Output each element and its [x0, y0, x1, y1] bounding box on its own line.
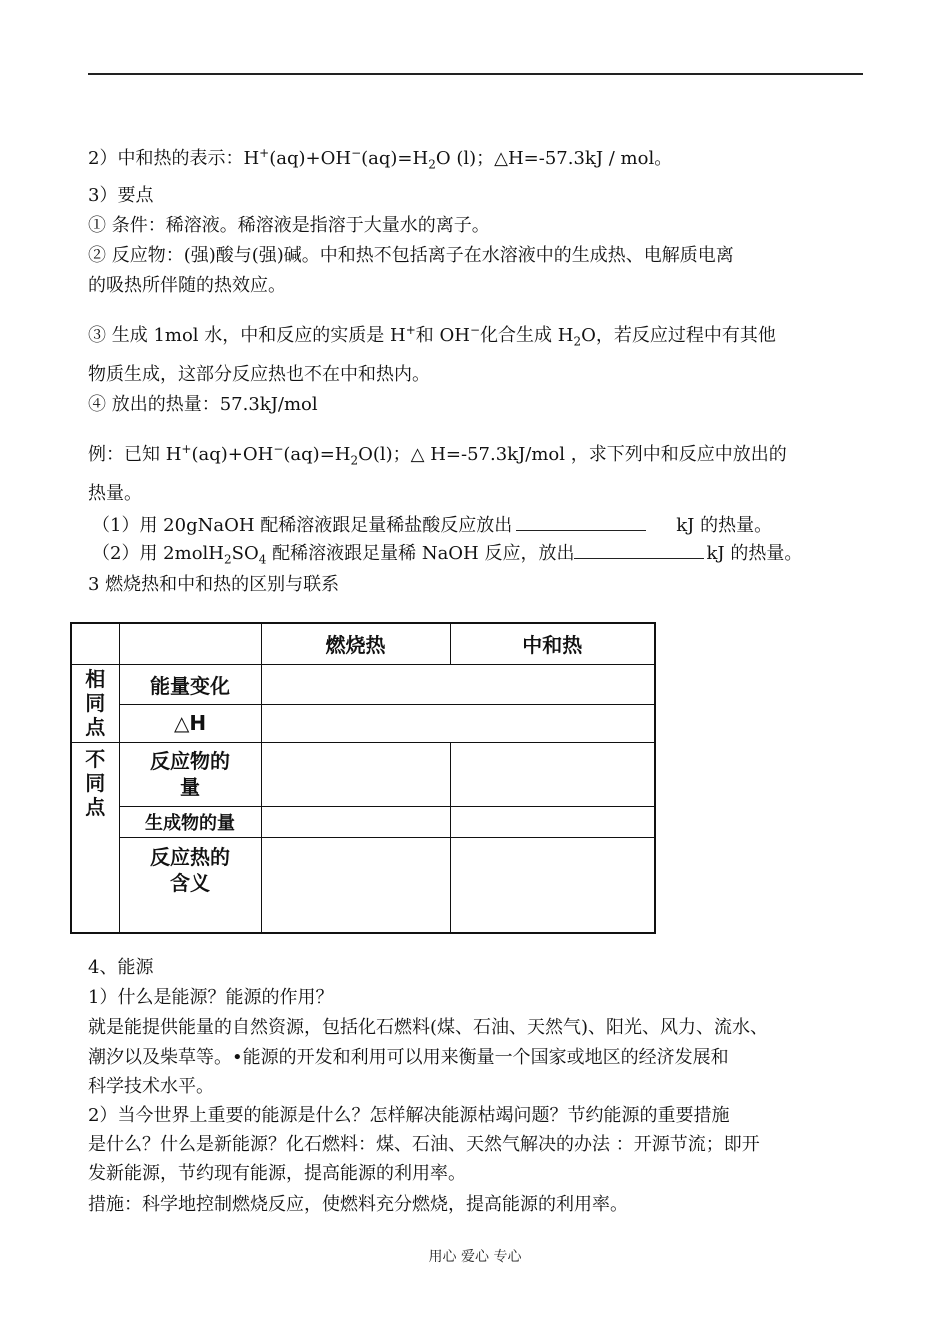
point-product: ③ 生成 1mol 水，中和反应的实质是 H+和 OH−化合生成 $H_2O$，若反应过程中有其他: [88, 323, 776, 349]
answer-blank-1[interactable]: [516, 512, 646, 531]
energy-answer-1-line1: 就是能提供能量的自然资源，包括化石燃料(煤、石油、天然气)、阳光、风力、流水、: [88, 1017, 769, 1038]
table-row: [71, 742, 655, 806]
cell-product-combustion[interactable]: [261, 806, 450, 837]
row-heat-meaning: 反应热的 含义: [119, 837, 261, 933]
col-neutralization-heat: 中和热: [450, 623, 655, 664]
cell-energy-change[interactable]: [261, 664, 655, 704]
energy-question-2-line3: 发新能源，节约现有能源，提高能源的利用率。: [88, 1163, 466, 1184]
header-empty-cell: [119, 623, 261, 664]
point-reactants-line1: ② 反应物：(强)酸与(强)碱。中和热不包括离子在水溶液中的生成热、电解质电离: [88, 245, 734, 266]
cell-meaning-neutralization[interactable]: [450, 837, 655, 933]
energy-answer-1-line2: 潮汐以及柴草等。•能源的开发和利用可以用来衡量一个国家或地区的经济发展和: [88, 1047, 729, 1068]
table-row: [71, 806, 655, 837]
table-row: [71, 664, 655, 704]
header-empty-cell: [71, 623, 119, 664]
col-combustion-heat: 燃烧热: [261, 623, 450, 664]
comparison-table: [70, 622, 656, 934]
question-2: （2）用 $2molH_2SO_4$ 配稀溶液跟足量稀 NaOH 反应，放出 kJ 的热量。: [92, 540, 802, 572]
example-statement: 例：已知 $H^+(aq)+OH^-(aq)=H_2O(l)$；△ H=-57.3kJ/mol ，求下列中和反应中放出的: [88, 442, 787, 468]
header-rule: [88, 73, 863, 75]
cell-product-neutralization[interactable]: [450, 806, 655, 837]
row-product-amount: 生成物的量: [119, 806, 261, 837]
group-same-points: 相 同 点: [71, 664, 119, 742]
cell-reactant-combustion[interactable]: [261, 742, 450, 806]
section-3-title: 3 燃烧热和中和热的区别与联系: [88, 574, 340, 595]
energy-question-1: 1）什么是能源？能源的作用？: [88, 987, 334, 1008]
answer-blank-2[interactable]: [574, 540, 704, 559]
point-heat-released: ④ 放出的热量：57.3kJ/mol: [88, 394, 318, 415]
row-reactant-amount: 反应物的 量: [119, 742, 261, 806]
table-row: [71, 704, 655, 742]
key-points-title: 3）要点: [88, 185, 154, 206]
point-reactants-line2: 的吸热所伴随的热效应。: [88, 275, 286, 296]
question-1: （1）用 20gNaOH 配稀溶液跟足量稀盐酸反应放出 kJ 的热量。: [92, 512, 772, 538]
neutralization-heat-expression: 2）中和热的表示：$H^+(aq)+OH^-(aq)=H_2O$ (l)；△H=-57.3kJ / mol。: [88, 146, 673, 172]
row-energy-change: 能量变化: [119, 664, 261, 704]
energy-question-2-line2: 是什么？什么是新能源？化石燃料：煤、石油、天然气解决的办法 ：开源节流；即开: [88, 1134, 760, 1155]
table-header-row: [71, 623, 655, 664]
page-footer: 用心 爱心 专心: [428, 1249, 522, 1265]
energy-answer-1-line3: 科学技术水平。: [88, 1076, 214, 1097]
example-statement-line2: 热量。: [88, 483, 142, 504]
cell-reactant-neutralization[interactable]: [450, 742, 655, 806]
energy-measures: 措施：科学地控制燃烧反应，使燃料充分燃烧，提高能源的利用率。: [88, 1194, 628, 1215]
point-condition: ① 条件：稀溶液。稀溶液是指溶于大量水的离子。: [88, 215, 490, 236]
table-row: [71, 837, 655, 933]
section-4-title: 4、能源: [88, 957, 154, 978]
energy-question-2-line1: 2）当今世界上重要的能源是什么？怎样解决能源枯竭问题？节约能源的重要措施: [88, 1105, 730, 1126]
cell-delta-h[interactable]: [261, 704, 655, 742]
point-product-line2: 物质生成，这部分反应热也不在中和热内。: [88, 364, 430, 385]
group-different-points: 不 同 点: [71, 742, 119, 933]
cell-meaning-combustion[interactable]: [261, 837, 450, 933]
row-delta-h: △H: [119, 704, 261, 742]
